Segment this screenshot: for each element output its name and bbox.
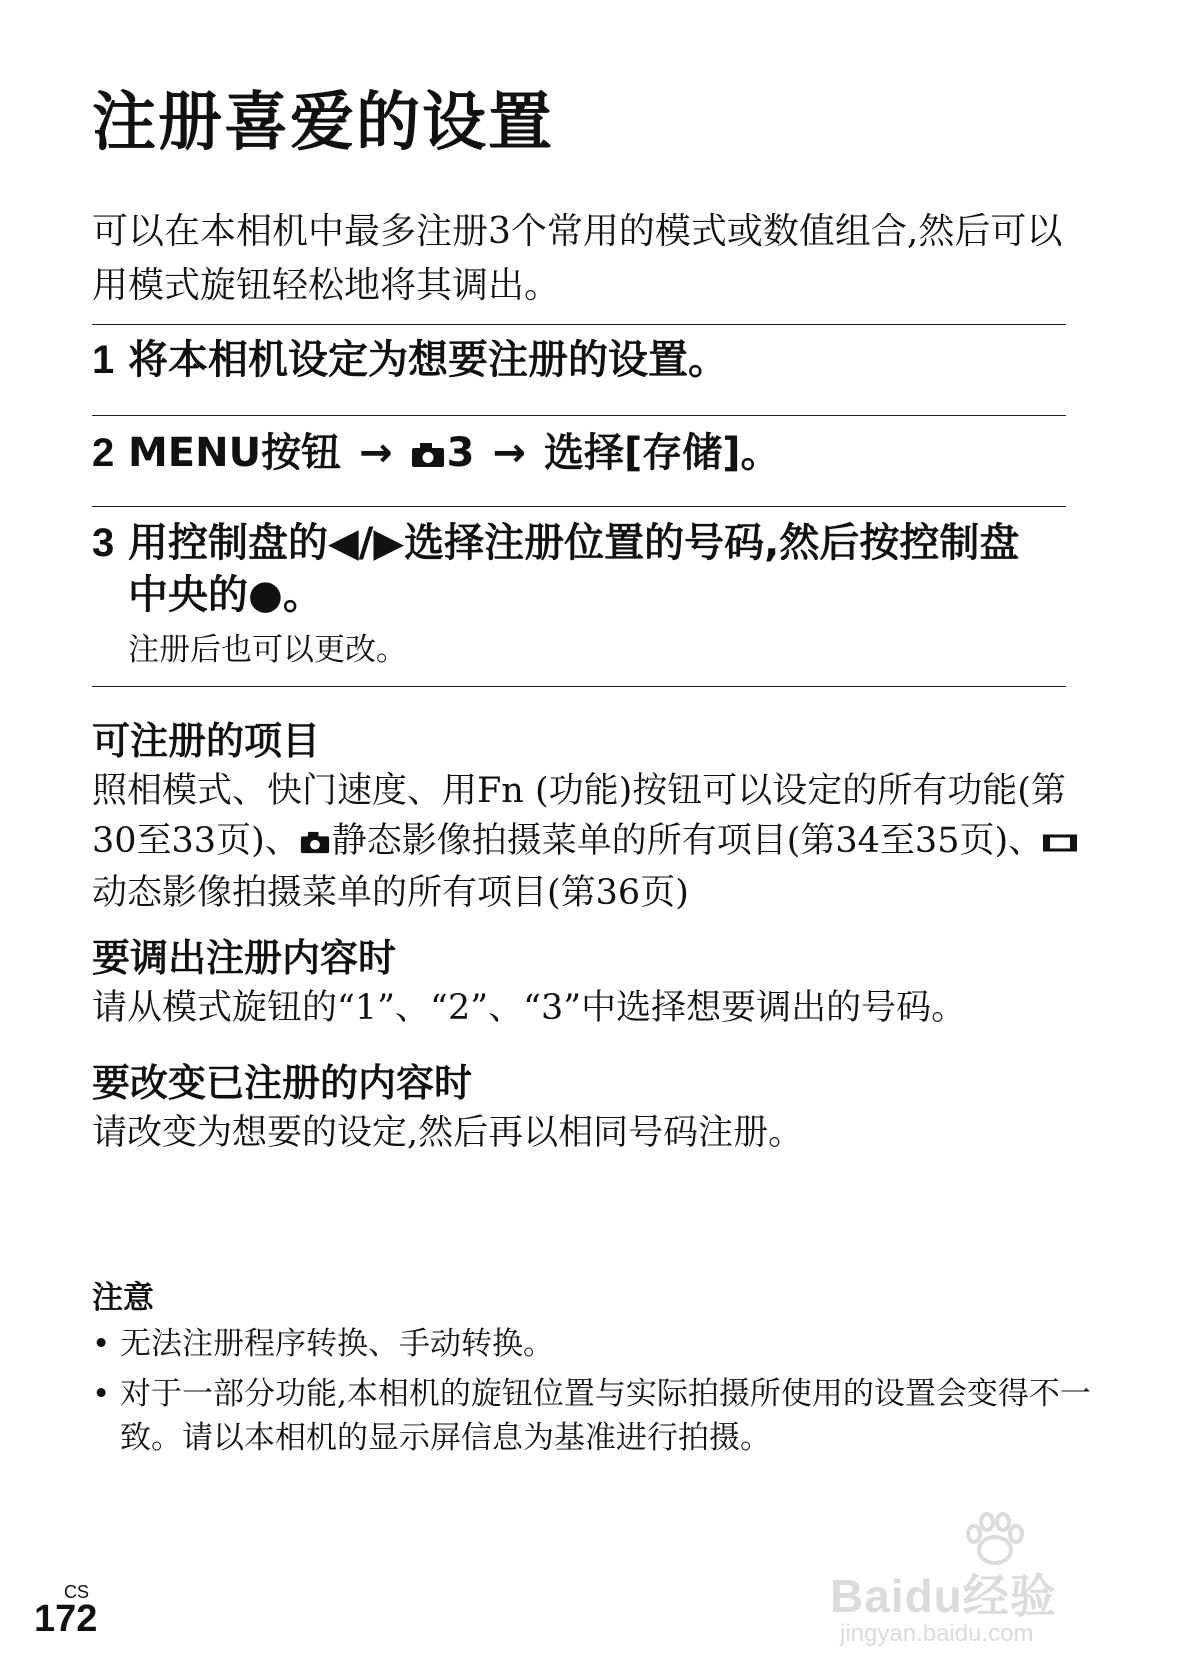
note-text: 无法注册程序转换、手动转换。 [120,1326,554,1362]
list-item [92,1372,1092,1460]
watermark [830,1512,1160,1652]
section-heading: 要改变已注册的内容时 [92,1061,473,1105]
bullet-icon: • [92,1326,111,1362]
step-text: 用控制盘的◀/▶选择注册位置的号码,然后按控制盘中央的●。 [128,520,1020,618]
list-item [92,1322,1092,1366]
step-1 [92,334,1066,386]
section-text [92,766,1082,918]
menu-tab-number: 3 [446,430,475,476]
notes-list [92,1322,1092,1466]
movie-icon [1043,818,1077,868]
section-heading: 可注册的项目 [92,719,321,763]
notes-title: 注意 [92,1280,154,1316]
intro-paragraph: 可以在本相机中最多注册3个常用的模式或数值组合,然后可以用模式旋钮轻松地将其调出。 [92,211,1063,306]
watermark-url: jingyan.baidu.com [840,1620,1034,1647]
section-heading: 要调出注册内容时 [92,936,397,980]
step-note: 注册后也可以更改。 [128,632,407,668]
page-title: 注册喜爱的设置 [92,86,554,160]
step-3 [92,517,1066,673]
page-number: 172 [34,1598,98,1640]
section-text-part: 动态影像拍摄菜单的所有项目(第36页) [92,873,689,913]
step-2 [92,427,1066,481]
step-text: 将本相机设定为想要注册的设置。 [128,337,728,383]
divider [92,324,1066,325]
bullet-icon: • [92,1376,111,1412]
watermark-main: Baidu经验 [830,1570,1057,1622]
divider [92,686,1066,687]
divider [92,415,1066,416]
section-text-part: 静态影像拍摄菜单的所有项目(第34至35页)、 [331,821,1044,861]
divider [92,506,1066,507]
step-text-block [128,517,1048,673]
arrow-right-icon: → [492,430,526,476]
note-text: 对于一部分功能,本相机的旋钮位置与实际拍摄所使用的设置会变得不一致。请以本相机的显示屏信息为基准进行拍摄。 [120,1376,1091,1456]
step-text [128,427,1048,481]
camera-icon [411,429,445,481]
arrow-right-icon: → [359,430,393,476]
section-text: 请改变为想要的设定,然后再以相同号码注册。 [92,1113,804,1153]
camera-icon [300,818,330,868]
select-text: 选择[存储]。 [543,430,781,476]
step-number: 2 [92,431,115,475]
section-text: 请从模式旋钮的“1”、“2”、“3”中选择想要调出的号码。 [92,988,967,1028]
menu-button-label: MENU按钮 [128,430,342,476]
section-text-part: 照相模式、快门速度、用Fn (功能)按钮可以设定的所有功能(第30至33页)、 [92,771,1066,861]
language-code: CS [64,1582,90,1602]
step-number: 3 [92,521,115,565]
step-number: 1 [92,338,115,382]
